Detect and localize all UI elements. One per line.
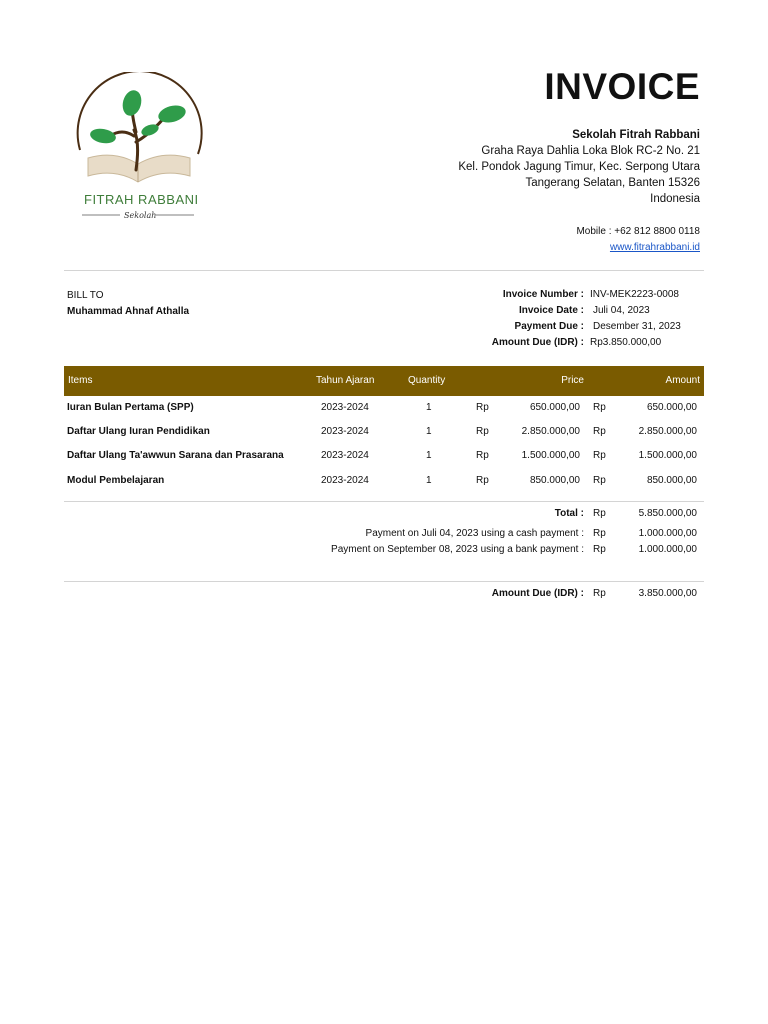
row-amount: 650.000,00	[646, 402, 697, 413]
row-year: 2023-2024	[321, 475, 369, 486]
amount-due: Rp3.850.000,00	[590, 337, 662, 348]
row-amount: 2.850.000,00	[638, 426, 697, 437]
row-year: 2023-2024	[321, 450, 369, 461]
row-amount-currency: Rp	[593, 426, 606, 437]
payment-row	[64, 526, 704, 542]
header-quantity: Quantity	[408, 375, 446, 386]
row-item: Daftar Ulang Iuran Pendidikan	[67, 426, 210, 437]
table-row	[64, 424, 704, 444]
amount-due-row	[64, 586, 704, 602]
payment-currency: Rp	[593, 544, 606, 555]
total-currency: Rp	[593, 508, 606, 519]
row-qty: 1	[426, 475, 432, 486]
mobile-number: Mobile : +62 812 8800 0118	[576, 226, 700, 237]
address-line-3: Tangerang Selatan, Banten 15326	[525, 177, 700, 189]
invoice-number: INV-MEK2223-0008	[590, 289, 679, 300]
row-item: Daftar Ulang Ta'awwun Sarana dan Prasarana	[67, 450, 284, 461]
address-line-2: Kel. Pondok Jagung Timur, Kec. Serpong Utara	[458, 161, 700, 173]
row-price: 1.500.000,00	[521, 450, 580, 461]
company-info	[458, 127, 700, 207]
payment-amount: 1.000.000,00	[638, 544, 697, 555]
row-price-currency: Rp	[476, 475, 489, 486]
row-item: Modul Pembelajaran	[67, 475, 165, 486]
total-amount: 5.850.000,00	[638, 508, 697, 519]
address-line-4: Indonesia	[650, 193, 700, 205]
header-year: Tahun Ajaran	[316, 375, 375, 386]
row-year: 2023-2024	[321, 402, 369, 413]
total-label: Total :	[554, 508, 584, 519]
payment-label: Payment on Juli 04, 2023 using a cash payment :	[365, 528, 584, 539]
invoice-number-label: Invoice Number :	[502, 289, 584, 300]
brand-name: FITRAH RABBANI	[84, 192, 199, 207]
payment-label: Payment on September 08, 2023 using a bank payment :	[331, 544, 584, 555]
amount-due-label: Amount Due (IDR) :	[491, 337, 584, 348]
school-logo	[70, 72, 210, 222]
row-amount: 1.500.000,00	[638, 450, 697, 461]
row-price-currency: Rp	[476, 450, 489, 461]
contact-info	[576, 224, 700, 256]
row-amount: 850.000,00	[646, 475, 697, 486]
website-link[interactable]: www.fitrahrabbani.id	[609, 242, 700, 253]
payment-amount: 1.000.000,00	[638, 528, 697, 539]
row-price-currency: Rp	[476, 426, 489, 437]
row-amount-currency: Rp	[593, 450, 606, 461]
row-price: 650.000,00	[529, 402, 580, 413]
header-amount: Amount	[665, 375, 700, 386]
company-name: Sekolah Fitrah Rabbani	[572, 129, 700, 141]
payment-due-label: Payment Due :	[514, 321, 584, 332]
header-price: Price	[561, 375, 584, 386]
table-header	[64, 366, 704, 396]
tree-book-icon	[70, 72, 210, 222]
row-price: 2.850.000,00	[521, 426, 580, 437]
total-row	[64, 506, 704, 522]
row-amount-currency: Rp	[593, 475, 606, 486]
row-price: 850.000,00	[529, 475, 580, 486]
final-due-currency: Rp	[593, 588, 606, 599]
table-row	[64, 400, 704, 420]
row-item: Iuran Bulan Pertama (SPP)	[67, 402, 194, 413]
address-line-1: Graha Raya Dahlia Loka Blok RC-2 No. 21	[481, 145, 700, 157]
bill-to-label: BILL TO	[67, 290, 104, 301]
row-qty: 1	[426, 426, 432, 437]
invoice-date: Juli 04, 2023	[593, 305, 650, 316]
table-row	[64, 473, 704, 493]
row-qty: 1	[426, 450, 432, 461]
row-price-currency: Rp	[476, 402, 489, 413]
payment-due: Desember 31, 2023	[593, 321, 681, 332]
table-row	[64, 448, 704, 468]
divider	[64, 501, 704, 502]
brand-tagline: Sekolah	[124, 211, 157, 220]
final-due-amount: 3.850.000,00	[638, 588, 697, 599]
divider	[64, 270, 704, 271]
invoice-date-label: Invoice Date :	[518, 305, 584, 316]
payment-row	[64, 542, 704, 558]
row-amount-currency: Rp	[593, 402, 606, 413]
invoice-title: INVOICE	[544, 66, 700, 107]
customer-name: Muhammad Ahnaf Athalla	[67, 306, 190, 317]
row-year: 2023-2024	[321, 426, 369, 437]
row-qty: 1	[426, 402, 432, 413]
final-due-label: Amount Due (IDR) :	[491, 588, 584, 599]
header-items: Items	[68, 375, 93, 386]
divider	[64, 581, 704, 582]
payment-currency: Rp	[593, 528, 606, 539]
